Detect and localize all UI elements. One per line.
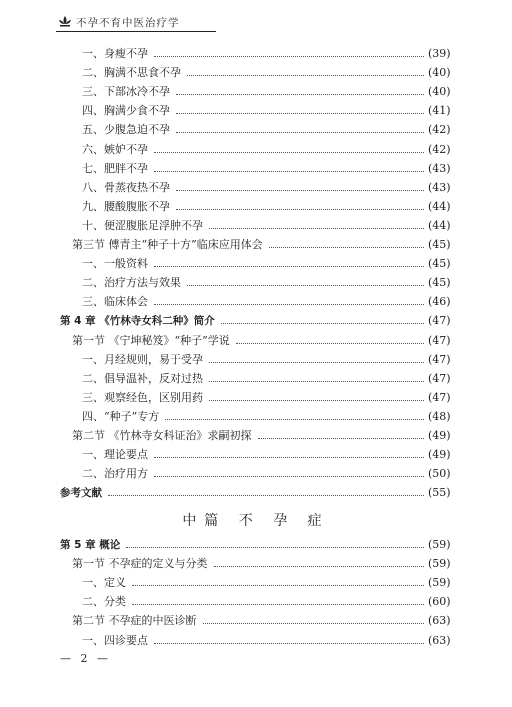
toc-entry-page: (46) [428,295,451,309]
dot-leader [176,113,424,114]
dot-leader [209,362,424,363]
toc-entry-label: 二、治疗用方 [82,467,148,481]
toc-entry[interactable] [0,83,512,101]
dot-leader [176,94,424,95]
toc-entry-label: 七、肥胖不孕 [82,161,148,175]
toc-section-entry[interactable] [0,555,512,573]
toc-entry-page: (40) [428,66,451,80]
dot-leader [236,343,424,344]
dot-leader [269,247,424,248]
toc-section-entry[interactable] [0,332,512,350]
dot-leader [176,190,424,191]
dot-leader [209,228,424,229]
toc-entry-page: (39) [428,47,451,60]
toc-entry[interactable] [0,351,512,369]
dot-leader [154,457,424,458]
toc-entry-page: (47) [428,352,451,366]
dot-leader [154,266,424,267]
toc-entry-label: 十、便涩腹胀足浮肿不孕 [82,218,203,232]
dot-leader [165,419,424,420]
lotus-icon [58,15,72,27]
toc-entry[interactable] [0,45,512,63]
dot-leader [209,381,424,382]
toc-entry[interactable] [0,593,512,611]
toc-chapter-entry[interactable] [0,312,512,330]
toc-entry-page: (50) [428,467,451,481]
toc-entry-label: 第 4 章 《竹林寺女科二种》简介 [60,315,215,328]
dot-leader [214,566,424,567]
header-title: 不孕不育中医治疗学 [76,17,180,29]
toc-entry[interactable] [0,370,512,388]
toc-entry-label: 第三节 傅青主“种子十方”临床应用体会 [72,238,263,251]
toc-entry[interactable] [0,141,512,159]
dot-leader [154,304,424,305]
toc-entry-label: 一、理论要点 [82,448,148,462]
toc-entry-label: 三、观察经色，区别用药 [82,390,203,404]
dot-leader [221,323,424,324]
toc-entry-label: 二、治疗方法与效果 [82,276,181,290]
toc-entry[interactable] [0,389,512,407]
toc-entry-page: (47) [428,333,451,347]
toc-entry-label: 六、嫉妒不孕 [82,142,148,156]
dot-leader [187,285,424,286]
dot-leader [154,56,424,57]
toc-entry-label: 一、身瘦不孕 [82,47,148,60]
toc-entry-page: (45) [428,257,451,271]
toc-entry-page: (47) [428,314,451,328]
toc-entry-page: (47) [428,371,451,385]
toc-entry-label: 第一节 不孕症的定义与分类 [72,557,208,571]
toc-entry-label: 参考文献 [60,487,102,500]
toc-entry-label: 二、倡导温补，反对过热 [82,371,203,385]
toc-section-entry[interactable] [0,612,512,630]
toc-entry-label: 一、一般资料 [82,257,148,271]
toc-entry[interactable] [0,408,512,426]
toc-entry-label: 第二节 《竹林寺女科证治》求嗣初探 [72,429,252,442]
page-number: — 2 — [60,652,111,665]
toc-entry-page: (59) [428,576,451,590]
toc-entry-page: (45) [428,276,451,290]
toc-entry-label: 三、下部冰冷不孕 [82,85,170,99]
toc-entry[interactable] [0,446,512,464]
toc-entry-page: (41) [428,104,451,118]
toc-entry-label: 二、分类 [82,595,126,609]
toc-chapter-entry[interactable] [0,536,512,554]
dot-leader [203,623,424,624]
toc-entry-label: 第一节 《宁坤秘笈》“种子”学说 [72,333,230,347]
toc-entry-label: 一、月经规则，易于受孕 [82,352,203,366]
dot-leader [154,171,424,172]
toc-entry-page: (63) [428,614,451,628]
running-header [56,15,216,32]
toc-entry[interactable] [0,102,512,120]
toc-entry-page: (42) [428,142,451,156]
toc-chapter-entry[interactable] [0,484,512,502]
toc-entry[interactable] [0,255,512,273]
toc-entry[interactable] [0,274,512,292]
dot-leader [176,209,424,210]
dot-leader [209,400,424,401]
toc-entry-label: 二、胸满不思食不孕 [82,66,181,80]
toc-entry-page: (55) [428,486,451,500]
dot-leader [154,476,424,477]
toc-entry-page: (48) [428,409,451,423]
toc-entry-page: (60) [428,595,451,609]
toc-entry-label: 八、骨蒸夜热不孕 [82,180,170,194]
dot-leader [126,547,424,548]
toc-entry-page: (40) [428,85,451,99]
toc-entry-page: (42) [428,123,451,137]
part-title: 中篇 不 孕 症 [182,513,330,529]
toc-entry[interactable] [0,293,512,311]
toc-entry-page: (63) [428,633,451,647]
dot-leader [176,132,424,133]
toc-entry-label: 三、临床体会 [82,295,148,309]
toc-entry[interactable] [0,64,512,82]
toc-entry-label: 四、胸满少食不孕 [82,104,170,118]
dot-leader [154,643,424,644]
toc-entry-label: 第二节 不孕症的中医诊断 [72,614,197,628]
toc-entry[interactable] [0,465,512,483]
toc-entry[interactable] [0,574,512,592]
toc-entry-page: (43) [428,161,451,175]
toc-entry[interactable] [0,632,512,650]
toc-entry[interactable] [0,121,512,139]
toc-section-entry[interactable] [0,427,512,445]
toc-entry-page: (44) [428,199,451,213]
toc-entry[interactable] [0,160,512,178]
toc-entry-page: (49) [428,448,451,462]
toc-entry-page: (44) [428,218,451,232]
toc-entry-label: 九、腰酸腹胀不孕 [82,199,170,213]
dot-leader [132,585,424,586]
dot-leader [154,152,424,153]
toc-entry-page: (43) [428,180,451,194]
toc-entry[interactable] [0,217,512,235]
toc-entry-page: (47) [428,390,451,404]
toc-entry-label: 一、四诊要点 [82,633,148,647]
toc-entry-label: 第 5 章 概论 [60,539,121,551]
dot-leader [187,75,424,76]
toc-entry-page: (59) [428,557,451,571]
toc-entry-label: 五、少腹急迫不孕 [82,123,170,137]
toc-entry-page: (45) [428,238,451,251]
toc-entry[interactable] [0,179,512,197]
toc-section-entry[interactable] [0,236,512,254]
dot-leader [258,438,424,439]
dot-leader [132,604,424,605]
toc-entry-label: 一、定义 [82,576,126,590]
dot-leader [108,495,424,496]
toc-entry-page: (49) [428,429,451,442]
toc-entry-page: (59) [428,538,451,551]
toc-entry-label: 四、“种子”专方 [82,409,160,423]
toc-entry[interactable] [0,198,512,216]
